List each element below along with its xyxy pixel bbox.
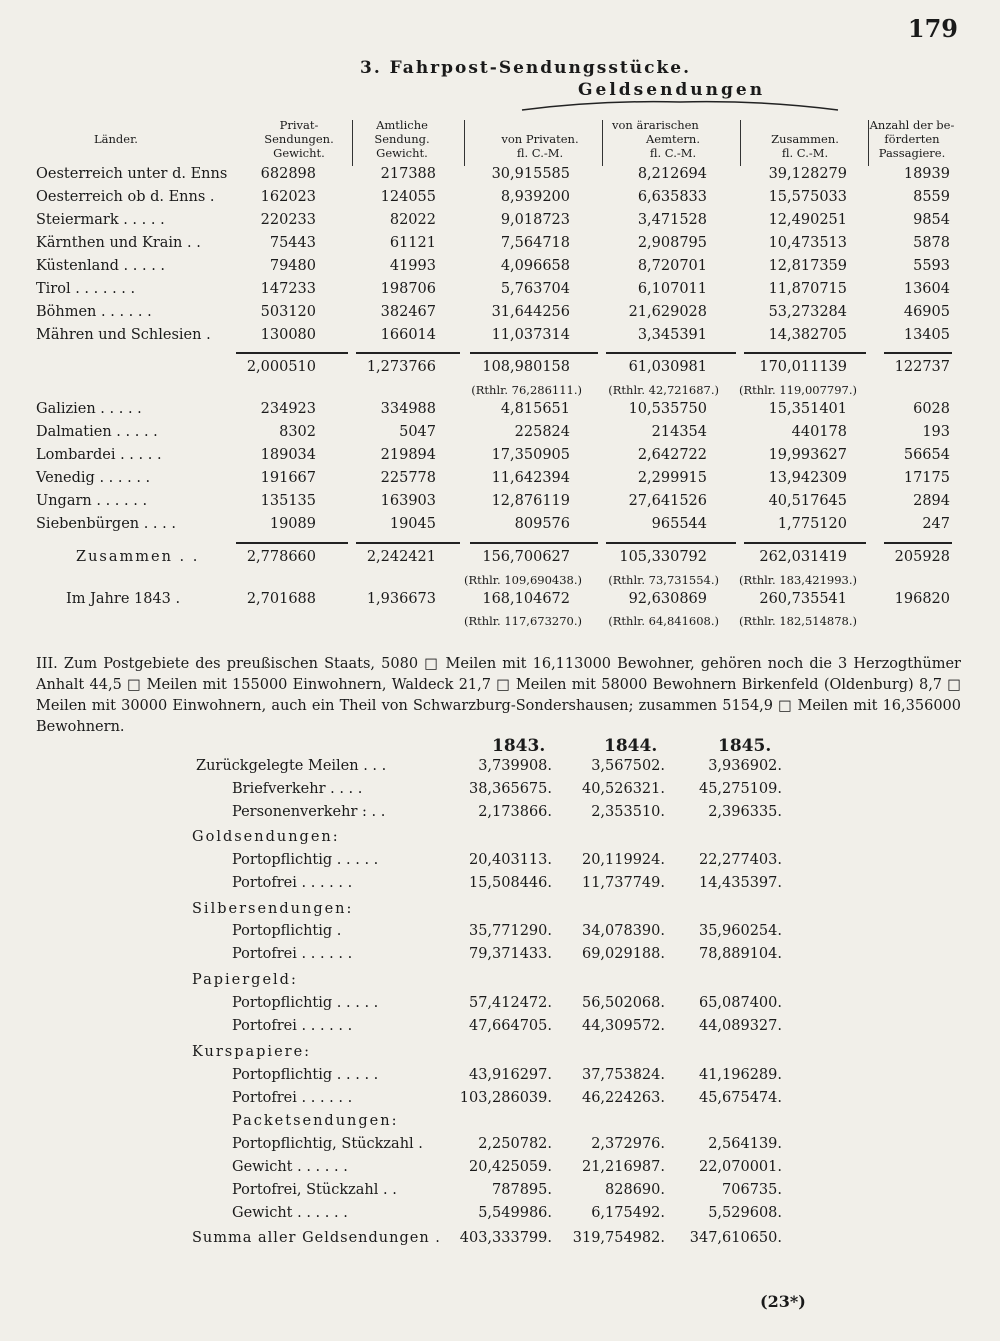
paragraph-prussia: III. Zum Postgebiete des preußischen Staats, 5080 □ Meilen mit 16,113000 Bewohner, gehören noch die 3 Herzogthümer Anhalt 44,5 □ Meilen mit 155000 Einwohnern, Waldeck 21,7 □ Meilen mit 58000 Bewohnern Birkenfeld (Oldenburg) 8,7 □ Meilen mit 30000 Einwohnern, auch ein Theil von Schwarzburg-Sondershausen; zusammen 5154,9 □ Meilen mit 16,356000 Bewohnern. — [36, 656, 961, 735]
rthlr-note: (Rthlr. 117,673270.) — [463, 614, 582, 628]
zusammen: 40,517645 — [768, 493, 847, 509]
von-privaten: 809576 — [514, 516, 570, 532]
header-aemtern-line1: Aemtern. — [645, 132, 700, 146]
privat-gewicht: 135135 — [260, 493, 316, 509]
header-amtlich-line1: Amtliche — [376, 118, 428, 132]
table-row — [0, 258, 1000, 280]
header-privat — [246, 118, 352, 160]
passagiere: 9854 — [913, 212, 950, 228]
header-von-privaten — [480, 132, 600, 160]
header-amtlich-line2: Sendung. — [374, 132, 430, 146]
von-privaten: 30,915585 — [491, 166, 570, 182]
amtlich-gewicht: 19045 — [389, 516, 436, 532]
header-zusammen-line2: fl. C.-M. — [781, 146, 829, 160]
privat-gewicht: 2,701688 — [246, 591, 316, 607]
page-number: 179 — [907, 14, 958, 43]
section-label: Kurspapiere: — [192, 1044, 312, 1060]
year-label: Im Jahre 1843 . — [66, 591, 181, 607]
amtlich-gewicht: 82022 — [389, 212, 436, 228]
amtlich-gewicht: 41993 — [389, 258, 436, 274]
privat-gewicht: 191667 — [260, 470, 316, 486]
von-aemtern: 2,908795 — [637, 235, 707, 251]
header-land: Länder. — [94, 132, 138, 146]
stat-row — [0, 1018, 1000, 1040]
stat-row — [0, 781, 1000, 803]
header-von-aerarischen: von ärarischen — [612, 118, 699, 132]
total-rule — [884, 542, 952, 544]
table-row — [0, 281, 1000, 303]
stat-label: Portopflichtig, Stückzahl . — [232, 1136, 423, 1152]
value-1843: 20,403113. — [468, 852, 552, 868]
privat-gewicht: 162023 — [260, 189, 316, 205]
table-row — [0, 401, 1000, 423]
value-1845: 5,529608. — [708, 1205, 782, 1221]
zusammen: 11,870715 — [768, 281, 847, 297]
land-name: Venedig . . . . . . — [36, 470, 151, 486]
stat-row — [0, 1136, 1000, 1158]
stat-section — [0, 972, 1000, 994]
rthlr-note: (Rthlr. 76,286111.) — [471, 383, 582, 397]
von-aemtern: 2,299915 — [637, 470, 707, 486]
stat-section — [0, 829, 1000, 851]
value-1844: 40,526321. — [581, 781, 665, 797]
value-1845: 45,675474. — [698, 1090, 782, 1106]
value-1843: 787895. — [492, 1182, 552, 1198]
value-1843: 2,173866. — [478, 804, 552, 820]
table-row — [0, 189, 1000, 211]
sum-rule — [744, 352, 866, 354]
stat-row — [0, 946, 1000, 968]
value-1845: 14,435397. — [698, 875, 782, 891]
total-rule — [236, 542, 348, 544]
value-1844: 828690. — [605, 1182, 665, 1198]
von-privaten: 4,096658 — [500, 258, 570, 274]
subtotal-row — [0, 359, 1000, 381]
amtlich-gewicht: 61121 — [389, 235, 436, 251]
header-privat-line3: Gewicht. — [273, 146, 325, 160]
total-rule — [744, 542, 866, 544]
privat-gewicht: 503120 — [260, 304, 316, 320]
amtlich-gewicht: 5047 — [399, 424, 436, 440]
stat-label: Zurückgelegte Meilen . . . — [196, 758, 387, 774]
zusammen: 53,273284 — [768, 304, 847, 320]
privat-gewicht: 147233 — [260, 281, 316, 297]
value-1845: 347,610650. — [689, 1230, 782, 1246]
total-label: Zusammen . . — [76, 549, 200, 565]
value-1844: 319,754982. — [572, 1230, 665, 1246]
stat-row — [0, 1230, 1000, 1252]
zusammen: 10,473513 — [768, 235, 847, 251]
land-name: Böhmen . . . . . . — [36, 304, 152, 320]
value-1845: 78,889104. — [698, 946, 782, 962]
header-aemtern-line2: fl. C.-M. — [649, 146, 697, 160]
von-aemtern: 27,641526 — [628, 493, 707, 509]
value-1843: 5,549986. — [478, 1205, 552, 1221]
zusammen: 12,817359 — [768, 258, 847, 274]
footer-signature: (23*) — [760, 1292, 806, 1311]
year-header: 1844. — [604, 736, 658, 756]
von-privaten: 31,644256 — [491, 304, 570, 320]
stat-section — [0, 901, 1000, 923]
von-privaten: 225824 — [514, 424, 570, 440]
value-1843: 103,286039. — [459, 1090, 552, 1106]
total-row — [0, 549, 1000, 571]
amtlich-gewicht: 1,936673 — [366, 591, 436, 607]
stat-row — [0, 1159, 1000, 1181]
rthlr-note: (Rthlr. 42,721687.) — [608, 383, 719, 397]
column-rule — [464, 120, 465, 166]
section-label: Packetsendungen: — [232, 1113, 399, 1129]
header-aemtern — [618, 132, 728, 160]
zusammen: 12,490251 — [768, 212, 847, 228]
zusammen: 262,031419 — [759, 549, 847, 565]
stat-label: Portofrei, Stückzahl . . — [232, 1182, 397, 1198]
privat-gewicht: 234923 — [260, 401, 316, 417]
stat-row — [0, 852, 1000, 874]
stat-row — [0, 875, 1000, 897]
value-1843: 38,365675. — [468, 781, 552, 797]
sum-rule — [236, 352, 348, 354]
header-passagiere-line3: Passagiere. — [878, 146, 946, 160]
value-1845: 65,087400. — [698, 995, 782, 1011]
value-1845: 35,960254. — [698, 923, 782, 939]
passagiere: 6028 — [913, 401, 950, 417]
von-aemtern: 965544 — [651, 516, 707, 532]
zusammen: 1,775120 — [777, 516, 847, 532]
land-name: Oesterreich ob d. Enns . — [36, 189, 215, 205]
header-passagiere — [862, 118, 962, 160]
privat-gewicht: 130080 — [260, 327, 316, 343]
passagiere: 17175 — [903, 470, 950, 486]
land-name: Tirol . . . . . . . — [36, 281, 136, 297]
passagiere: 205928 — [894, 549, 950, 565]
table-row — [0, 516, 1000, 538]
header-zusammen-line1: Zusammen. — [771, 132, 839, 146]
value-1845: 22,070001. — [698, 1159, 782, 1175]
amtlich-gewicht: 217388 — [380, 166, 436, 182]
header-amtlich-line3: Gewicht. — [376, 146, 428, 160]
passagiere: 2894 — [913, 493, 950, 509]
zusammen: 39,128279 — [768, 166, 847, 182]
amtlich-gewicht: 2,242421 — [366, 549, 436, 565]
value-1845: 45,275109. — [698, 781, 782, 797]
land-name: Galizien . . . . . — [36, 401, 142, 417]
zusammen: 260,735541 — [759, 591, 847, 607]
privat-gewicht: 75443 — [269, 235, 316, 251]
header-von-privaten-line1: von Privaten. — [501, 132, 579, 146]
total-rule — [356, 542, 460, 544]
passagiere: 18939 — [903, 166, 950, 182]
stat-label: Portopflichtig . . . . . — [232, 995, 379, 1011]
rthlr-note: (Rthlr. 109,690438.) — [463, 573, 582, 587]
sum-rule — [356, 352, 460, 354]
header-amtlich — [352, 118, 452, 160]
stat-row — [0, 1205, 1000, 1227]
sum-rule — [884, 352, 952, 354]
stat-label: Gewicht . . . . . . — [232, 1159, 348, 1175]
von-privaten: 12,876119 — [491, 493, 570, 509]
table-row — [0, 235, 1000, 257]
header-passagiere-line2: förderten — [884, 132, 940, 146]
column-rule — [868, 120, 869, 166]
table-row — [0, 327, 1000, 349]
rthlr-note: (Rthlr. 119,007797.) — [738, 383, 857, 397]
value-1843: 403,333799. — [459, 1230, 552, 1246]
amtlich-gewicht: 382467 — [380, 304, 436, 320]
value-1844: 37,753824. — [581, 1067, 665, 1083]
header-passagiere-line1: Anzahl der be- — [869, 118, 955, 132]
value-1843: 35,771290. — [468, 923, 552, 939]
von-aemtern: 8,212694 — [637, 166, 707, 182]
stat-label: Portofrei . . . . . . — [232, 1018, 353, 1034]
sum-rule — [470, 352, 598, 354]
year-1843-row — [0, 591, 1000, 613]
amtlich-gewicht: 219894 — [380, 447, 436, 463]
von-privaten: 11,037314 — [491, 327, 570, 343]
passagiere: 193 — [922, 424, 950, 440]
von-aemtern: 3,345391 — [637, 327, 707, 343]
stat-label: Portofrei . . . . . . — [232, 946, 353, 962]
table-row — [0, 304, 1000, 326]
land-name: Kärnthen und Krain . . — [36, 235, 201, 251]
column-rule — [352, 120, 353, 166]
header-von-privaten-line2: fl. C.-M. — [516, 146, 564, 160]
privat-gewicht: 79480 — [269, 258, 316, 274]
passagiere: 56654 — [903, 447, 950, 463]
passagiere: 122737 — [894, 359, 950, 375]
value-1844: 21,216987. — [581, 1159, 665, 1175]
group-title: Geldsendungen — [578, 80, 766, 100]
brace-line — [520, 98, 840, 112]
land-name: Siebenbürgen . . . . — [36, 516, 176, 532]
land-name: Dalmatien . . . . . — [36, 424, 158, 440]
year-header: 1845. — [718, 736, 772, 756]
von-privaten: 7,564718 — [500, 235, 570, 251]
total-rule — [470, 542, 598, 544]
von-aemtern: 3,471528 — [637, 212, 707, 228]
von-privaten: 4,815651 — [500, 401, 570, 417]
von-privaten: 11,642394 — [491, 470, 570, 486]
amtlich-gewicht: 1,273766 — [366, 359, 436, 375]
value-1844: 34,078390. — [581, 923, 665, 939]
value-1844: 11,737749. — [581, 875, 665, 891]
stat-row — [0, 758, 1000, 780]
land-name: Steiermark . . . . . — [36, 212, 165, 228]
value-1844: 3,567502. — [591, 758, 665, 774]
stat-label: Portopflichtig . — [232, 923, 342, 939]
von-privaten: 17,350905 — [491, 447, 570, 463]
land-name: Ungarn . . . . . . — [36, 493, 148, 509]
section-label: Silbersendungen: — [192, 901, 354, 917]
total-rule — [606, 542, 736, 544]
zusammen: 13,942309 — [768, 470, 847, 486]
header-privat-line2: Sendungen. — [264, 132, 334, 146]
value-1844: 2,353510. — [591, 804, 665, 820]
zusammen: 440178 — [791, 424, 847, 440]
zusammen: 15,351401 — [768, 401, 847, 417]
table-row — [0, 447, 1000, 469]
value-1845: 3,936902. — [708, 758, 782, 774]
passagiere: 5878 — [913, 235, 950, 251]
stat-label: Portofrei . . . . . . — [232, 875, 353, 891]
privat-gewicht: 2,000510 — [246, 359, 316, 375]
stat-section — [0, 1113, 1000, 1135]
table-row — [0, 166, 1000, 188]
value-1845: 2,564139. — [708, 1136, 782, 1152]
stat-label: Portopflichtig . . . . . — [232, 852, 379, 868]
von-privaten: 5,763704 — [500, 281, 570, 297]
rthlr-note: (Rthlr. 183,421993.) — [738, 573, 857, 587]
table-row — [0, 493, 1000, 515]
land-name: Oesterreich unter d. Enns — [36, 166, 228, 182]
value-1845: 706735. — [722, 1182, 782, 1198]
value-1843: 47,664705. — [468, 1018, 552, 1034]
section-label: Papiergeld: — [192, 972, 298, 988]
von-aemtern: 61,030981 — [628, 359, 707, 375]
stat-label: Portopflichtig . . . . . — [232, 1067, 379, 1083]
value-1845: 44,089327. — [698, 1018, 782, 1034]
passagiere: 13405 — [903, 327, 950, 343]
zusammen: 15,575033 — [768, 189, 847, 205]
header-zusammen — [750, 132, 860, 160]
value-1843: 20,425059. — [468, 1159, 552, 1175]
stat-label: Portofrei . . . . . . — [232, 1090, 353, 1106]
passagiere: 196820 — [894, 591, 950, 607]
von-aemtern: 21,629028 — [628, 304, 707, 320]
passagiere: 8559 — [913, 189, 950, 205]
amtlich-gewicht: 334988 — [380, 401, 436, 417]
privat-gewicht: 2,778660 — [246, 549, 316, 565]
table-row — [0, 470, 1000, 492]
value-1843: 79,371433. — [468, 946, 552, 962]
stat-row — [0, 923, 1000, 945]
passagiere: 5593 — [913, 258, 950, 274]
stat-label: Personenverkehr : . . — [232, 804, 386, 820]
section-title: 3. Fahrpost-Sendungsstücke. — [360, 58, 692, 78]
value-1845: 22,277403. — [698, 852, 782, 868]
value-1845: 41,196289. — [698, 1067, 782, 1083]
stat-row — [0, 804, 1000, 826]
von-aemtern: 10,535750 — [628, 401, 707, 417]
value-1844: 2,372976. — [591, 1136, 665, 1152]
von-aemtern: 6,635833 — [637, 189, 707, 205]
zusammen: 19,993627 — [768, 447, 847, 463]
von-privaten: 168,104672 — [482, 591, 570, 607]
passagiere: 46905 — [903, 304, 950, 320]
stat-row — [0, 1090, 1000, 1112]
value-1843: 2,250782. — [478, 1136, 552, 1152]
value-1843: 15,508446. — [468, 875, 552, 891]
land-name: Lombardei . . . . . — [36, 447, 162, 463]
land-name: Küstenland . . . . . — [36, 258, 166, 274]
sum-rule — [606, 352, 736, 354]
privat-gewicht: 19089 — [269, 516, 316, 532]
von-privaten: 108,980158 — [482, 359, 570, 375]
passagiere: 13604 — [903, 281, 950, 297]
value-1843: 57,412472. — [468, 995, 552, 1011]
von-privaten: 156,700627 — [482, 549, 570, 565]
column-rule — [740, 120, 741, 166]
von-aemtern: 105,330792 — [619, 549, 707, 565]
amtlich-gewicht: 166014 — [380, 327, 436, 343]
table-row — [0, 212, 1000, 234]
value-1843: 43,916297. — [468, 1067, 552, 1083]
von-aemtern: 8,720701 — [637, 258, 707, 274]
amtlich-gewicht: 124055 — [380, 189, 436, 205]
column-rule — [602, 120, 603, 166]
stat-section — [0, 1044, 1000, 1066]
rthlr-note: (Rthlr. 73,731554.) — [608, 573, 719, 587]
von-aemtern: 92,630869 — [628, 591, 707, 607]
von-privaten: 9,018723 — [500, 212, 570, 228]
privat-gewicht: 8302 — [279, 424, 316, 440]
von-aemtern: 6,107011 — [637, 281, 707, 297]
stat-row — [0, 1067, 1000, 1089]
privat-gewicht: 189034 — [260, 447, 316, 463]
zusammen: 170,011139 — [759, 359, 847, 375]
year-header: 1843. — [492, 736, 546, 756]
privat-gewicht: 682898 — [260, 166, 316, 182]
privat-gewicht: 220233 — [260, 212, 316, 228]
value-1845: 2,396335. — [708, 804, 782, 820]
amtlich-gewicht: 225778 — [380, 470, 436, 486]
value-1844: 6,175492. — [591, 1205, 665, 1221]
value-1844: 56,502068. — [581, 995, 665, 1011]
passagiere: 247 — [922, 516, 950, 532]
value-1844: 69,029188. — [581, 946, 665, 962]
stat-label: Summa aller Geldsendungen . — [192, 1230, 441, 1246]
header-privat-line1: Privat- — [279, 118, 319, 132]
von-aemtern: 214354 — [651, 424, 707, 440]
rthlr-note: (Rthlr. 64,841608.) — [608, 614, 719, 628]
section-label: Goldsendungen: — [192, 829, 340, 845]
value-1844: 44,309572. — [581, 1018, 665, 1034]
amtlich-gewicht: 198706 — [380, 281, 436, 297]
von-privaten: 8,939200 — [500, 189, 570, 205]
stat-row — [0, 1182, 1000, 1204]
value-1844: 20,119924. — [581, 852, 665, 868]
land-name: Mähren und Schlesien . — [36, 327, 211, 343]
stat-label: Briefverkehr . . . . — [232, 781, 363, 797]
von-aemtern: 2,642722 — [637, 447, 707, 463]
stat-row — [0, 995, 1000, 1017]
amtlich-gewicht: 163903 — [380, 493, 436, 509]
zusammen: 14,382705 — [768, 327, 847, 343]
value-1844: 46,224263. — [581, 1090, 665, 1106]
rthlr-note: (Rthlr. 182,514878.) — [738, 614, 857, 628]
stat-label: Gewicht . . . . . . — [232, 1205, 348, 1221]
table-row — [0, 424, 1000, 446]
value-1843: 3,739908. — [478, 758, 552, 774]
